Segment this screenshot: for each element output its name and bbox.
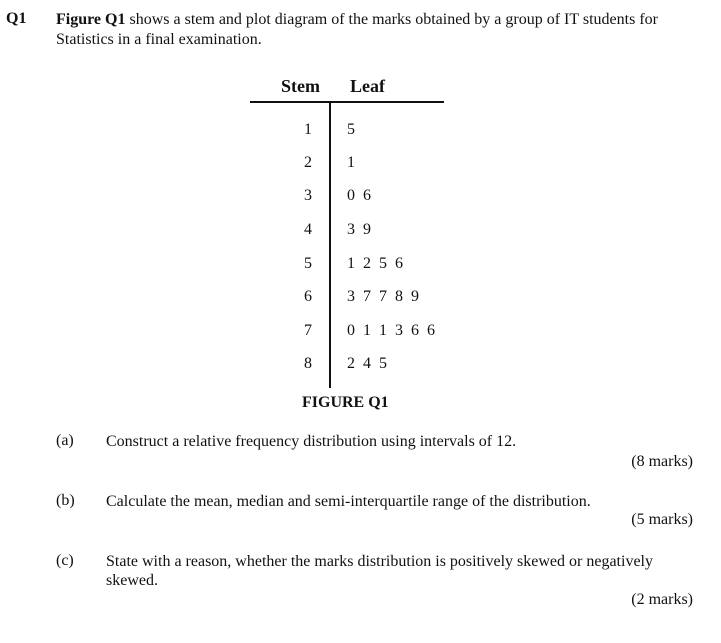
- part-b-marks: (5 marks): [631, 511, 693, 528]
- leaf-values: 3 9: [347, 221, 373, 238]
- stem-value: 1: [304, 121, 312, 138]
- figure-caption: FIGURE Q1: [302, 394, 389, 411]
- intro-text: shows a stem and plot diagram of the marks obtained by a group of IT students for Statistics in a final examination.: [56, 11, 658, 48]
- leaf-header: Leaf: [350, 76, 385, 96]
- header-divider: [250, 101, 444, 103]
- figure-reference: Figure Q1: [56, 11, 126, 28]
- part-a-label: (a): [56, 432, 74, 449]
- stem-value: 4: [304, 221, 312, 238]
- question-number: Q1: [6, 10, 27, 27]
- leaf-values: 2 4 5: [347, 355, 389, 372]
- part-c-label: (c): [56, 552, 74, 569]
- part-c-text: State with a reason, whether the marks distribution is positively skewed or negatively skewed.: [106, 553, 653, 589]
- stem-value: 5: [304, 255, 312, 272]
- leaf-values: 3 7 7 8 9: [347, 288, 421, 305]
- stem-value: 8: [304, 355, 312, 372]
- leaf-values: 5: [347, 121, 357, 138]
- stem-value: 7: [304, 322, 312, 339]
- part-a-text: Construct a relative frequency distribution using intervals of 12.: [106, 433, 517, 450]
- stem-value: 6: [304, 288, 312, 305]
- stem-divider: [329, 102, 331, 388]
- part-c-marks: (2 marks): [631, 591, 693, 608]
- leaf-values: 0 1 1 3 6 6: [347, 322, 437, 339]
- part-a-marks: (8 marks): [631, 453, 693, 470]
- leaf-values: 0 6: [347, 187, 373, 204]
- leaf-values: 1: [347, 154, 357, 171]
- question-intro: [56, 10, 706, 50]
- part-b-label: (b): [56, 492, 75, 509]
- stem-value: 3: [304, 187, 312, 204]
- part-b-text: Calculate the mean, median and semi-interquartile range of the distribution.: [106, 493, 591, 510]
- stem-value: 2: [304, 154, 312, 171]
- leaf-values: 1 2 5 6: [347, 255, 405, 272]
- stem-header: Stem: [281, 76, 320, 96]
